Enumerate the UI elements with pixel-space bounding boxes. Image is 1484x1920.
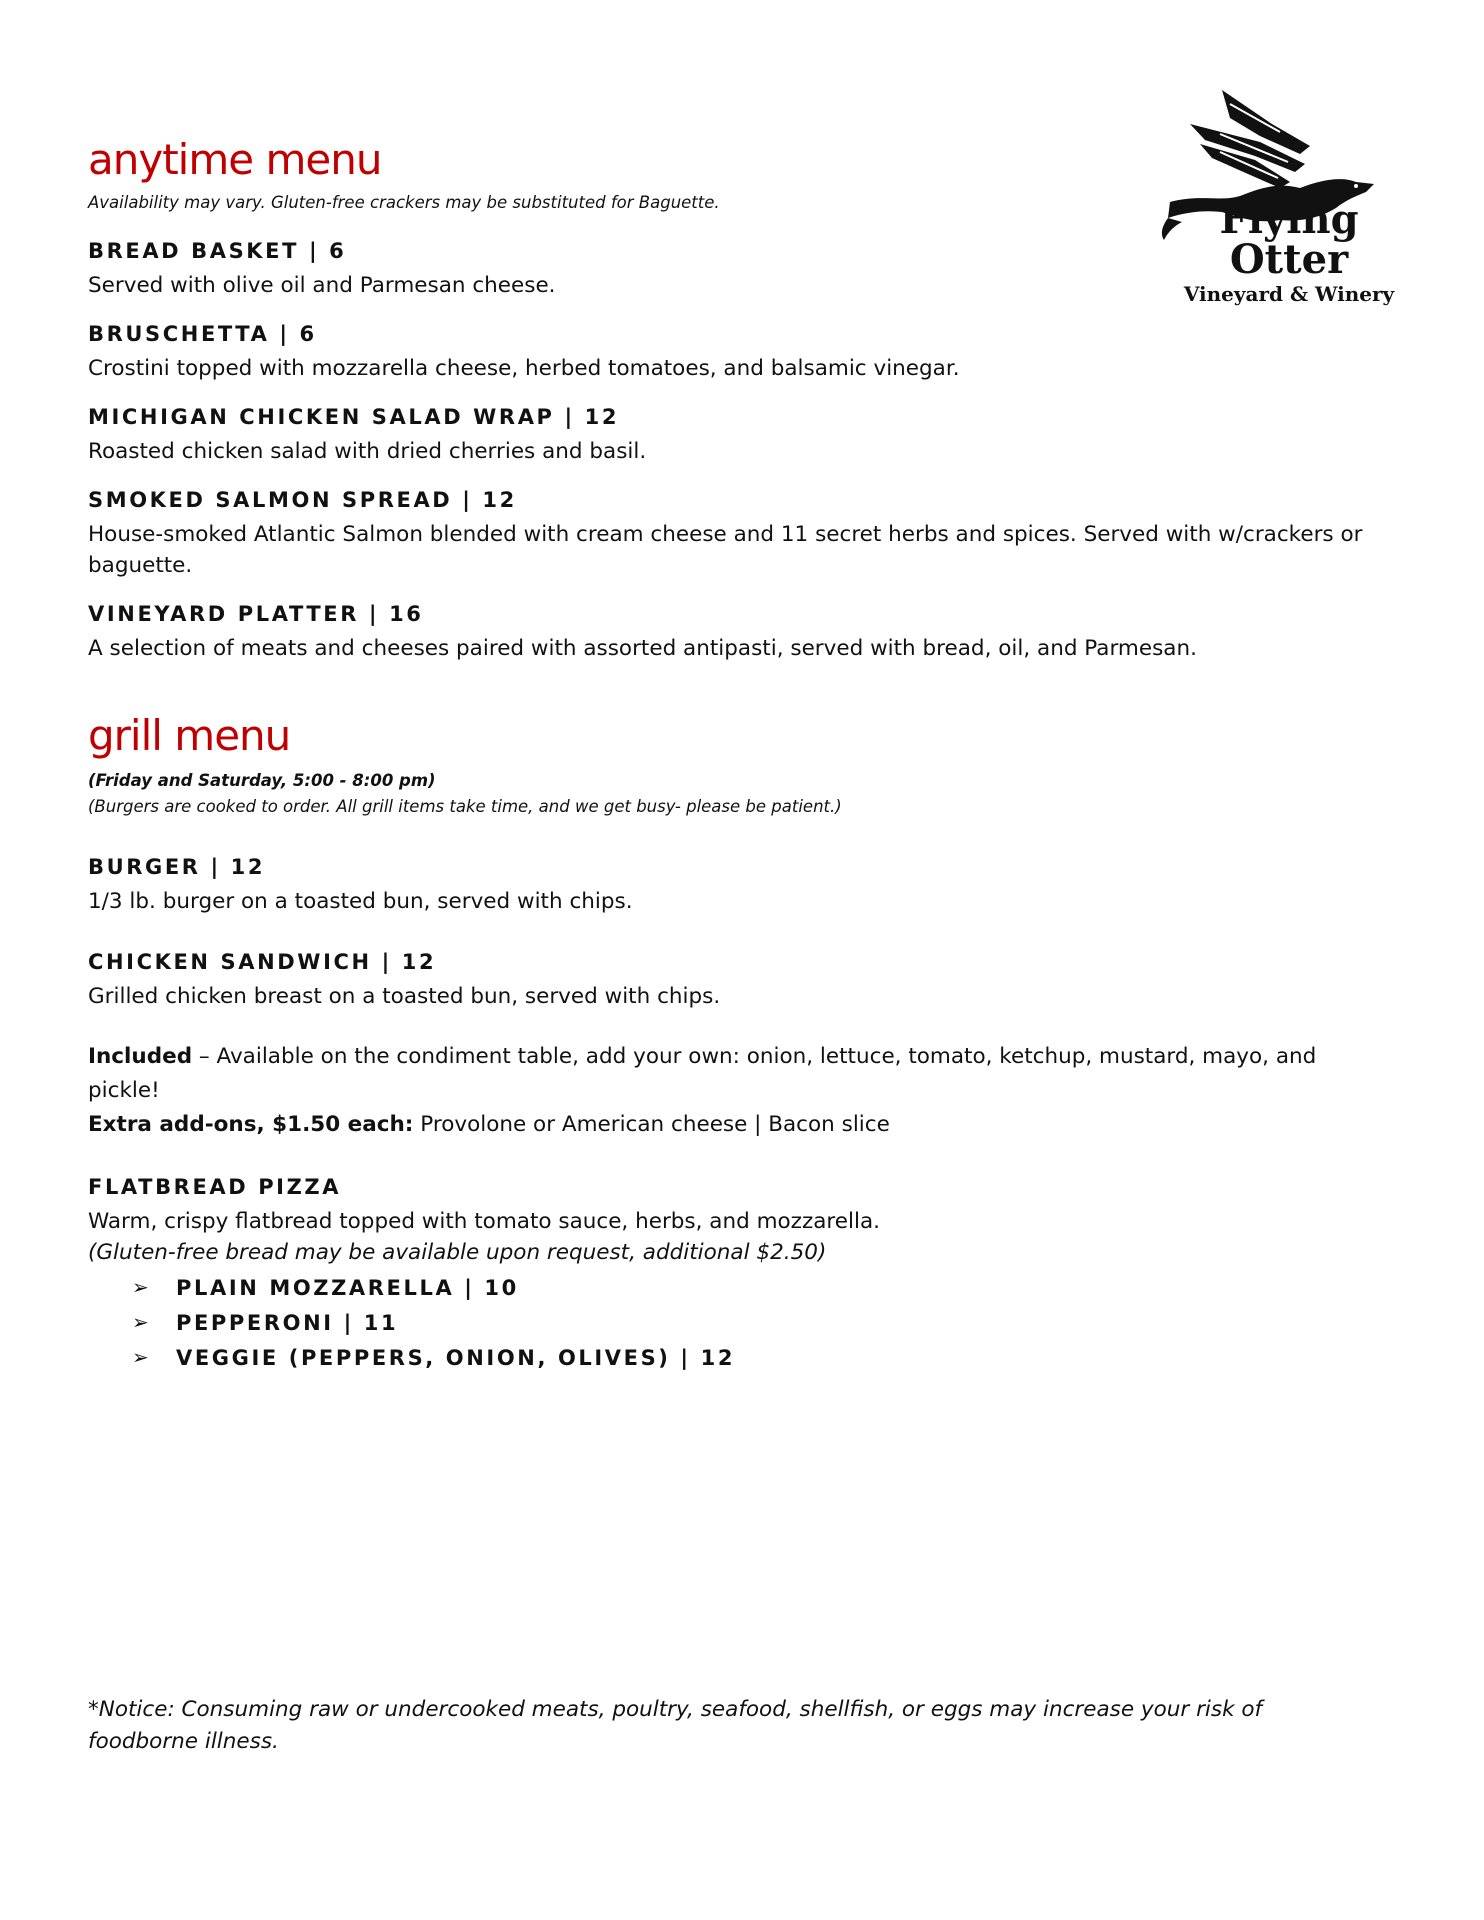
anytime-menu-title: anytime menu bbox=[88, 135, 382, 184]
item-name: FLATBREAD PIZZA bbox=[88, 1175, 342, 1199]
item-desc: 1/3 lb. burger on a toasted bun, served with chips. bbox=[88, 889, 633, 914]
menu-item bbox=[88, 485, 1378, 581]
flatbread-pizza-item bbox=[88, 1172, 1378, 1375]
item-desc: Served with olive oil and Parmesan cheese. bbox=[88, 273, 556, 298]
condiments-info bbox=[88, 1040, 1378, 1142]
included-label: Included bbox=[88, 1044, 193, 1069]
item-desc: Warm, crispy flatbread topped with tomato sauce, herbs, and mozzarella. bbox=[88, 1209, 880, 1234]
grill-note: (Burgers are cooked to order. All grill items take time, and we get busy- please be patient.) bbox=[88, 797, 842, 816]
menu-item bbox=[88, 599, 1378, 664]
item-desc: A selection of meats and cheeses paired with assorted antipasti, served with bread, oil, and Parmesan. bbox=[88, 636, 1197, 661]
list-item bbox=[132, 1305, 1378, 1340]
pizza-options-list bbox=[88, 1270, 1378, 1375]
included-line bbox=[88, 1040, 1378, 1108]
menu-item bbox=[88, 947, 1378, 1012]
logo-name: Flying Otter bbox=[1219, 196, 1359, 283]
grill-menu-title: grill menu bbox=[88, 711, 291, 760]
arrowhead-bullet-icon: ➢ bbox=[132, 1312, 149, 1334]
addons-label: Extra add-ons, $1.50 each: bbox=[88, 1112, 414, 1137]
pizza-option: PEPPERONI | 11 bbox=[176, 1310, 399, 1335]
anytime-menu-section bbox=[88, 132, 1378, 664]
food-safety-notice: *Notice: Consuming raw or undercooked meats, poultry, seafood, shellfish, or eggs may increase your risk of foodborne illness. bbox=[88, 1697, 1263, 1754]
item-name: CHICKEN SANDWICH | 12 bbox=[88, 950, 437, 974]
addons-line bbox=[88, 1108, 1378, 1142]
item-desc: Grilled chicken breast on a toasted bun, served with chips. bbox=[88, 984, 721, 1009]
gluten-free-note: (Gluten-free bread may be available upon request, additional $2.50) bbox=[88, 1240, 827, 1265]
anytime-note: Availability may vary. Gluten-free crackers may be substituted for Baguette. bbox=[88, 193, 720, 212]
item-desc: Roasted chicken salad with dried cherries and basil. bbox=[88, 439, 647, 464]
arrowhead-bullet-icon: ➢ bbox=[132, 1347, 149, 1369]
item-name: VINEYARD PLATTER | 16 bbox=[88, 602, 424, 626]
menu-item bbox=[88, 402, 1378, 467]
menu-item bbox=[88, 852, 1378, 917]
list-item bbox=[132, 1270, 1378, 1305]
item-name: MICHIGAN CHICKEN SALAD WRAP | 12 bbox=[88, 405, 620, 429]
menu-item bbox=[88, 236, 1378, 301]
item-name: SMOKED SALMON SPREAD | 12 bbox=[88, 488, 517, 512]
logo-subtitle: Vineyard & Winery bbox=[1183, 282, 1395, 306]
item-desc: Crostini topped with mozzarella cheese, herbed tomatoes, and balsamic vinegar. bbox=[88, 356, 960, 381]
menu-item bbox=[88, 319, 1378, 384]
grill-hours: (Friday and Saturday, 5:00 - 8:00 pm) bbox=[88, 771, 436, 790]
item-name: BURGER | 12 bbox=[88, 855, 266, 879]
item-name: BRUSCHETTA | 6 bbox=[88, 322, 317, 346]
pizza-option: VEGGIE (PEPPERS, ONION, OLIVES) | 12 bbox=[176, 1345, 736, 1370]
grill-menu-section bbox=[88, 708, 1378, 1375]
included-text: – Available on the condiment table, add your own: onion, lettuce, tomato, ketchup, mustard, mayo, and pickle! bbox=[88, 1044, 1317, 1103]
list-item bbox=[132, 1340, 1378, 1375]
addons-text: Provolone or American cheese | Bacon slice bbox=[413, 1112, 890, 1137]
menu-content bbox=[88, 132, 1378, 1375]
item-desc: House-smoked Atlantic Salmon blended with cream cheese and 11 secret herbs and spices. Served with w/crackers or baguette. bbox=[88, 522, 1363, 578]
pizza-option: PLAIN MOZZARELLA | 10 bbox=[176, 1275, 519, 1300]
arrowhead-bullet-icon: ➢ bbox=[132, 1277, 149, 1299]
item-name: BREAD BASKET | 6 bbox=[88, 239, 347, 263]
